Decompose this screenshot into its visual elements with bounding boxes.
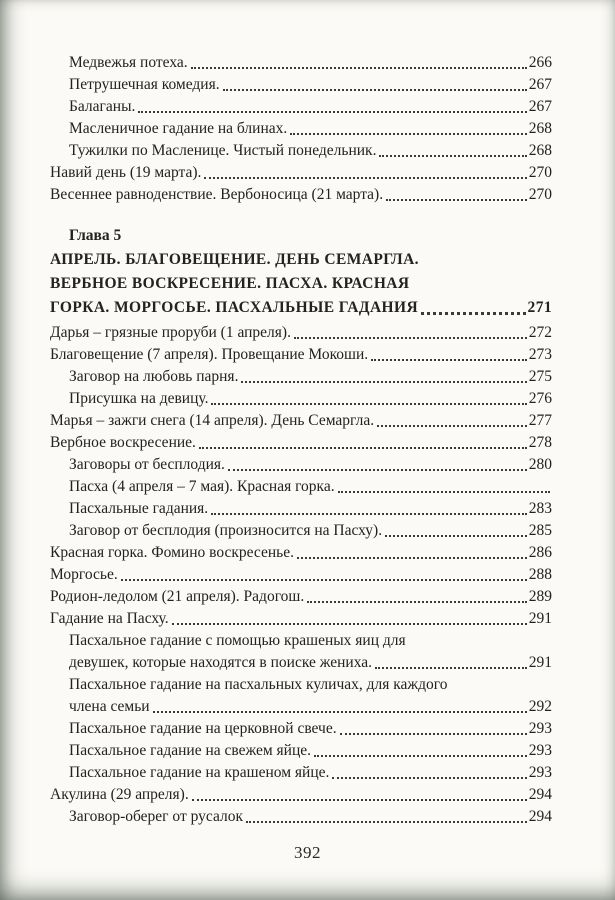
toc-line	[50, 410, 552, 432]
toc-page-ref: 266	[528, 54, 552, 71]
toc-entry-text: Красная горка. Фомино воскресенье.	[50, 544, 294, 561]
toc-page-ref: 268	[528, 120, 552, 137]
toc-entry	[69, 630, 552, 674]
toc-entry	[50, 322, 552, 344]
toc-entry-text: Весеннее равноденствие. Вербоносица (21 марта).	[50, 186, 384, 203]
toc-page-ref: 276	[528, 390, 552, 407]
leader-dots	[241, 381, 526, 383]
toc-page-ref: 292	[528, 698, 552, 715]
toc-line	[69, 476, 552, 498]
toc-line	[69, 652, 552, 674]
toc-page-ref: 267	[528, 76, 552, 93]
toc-page-ref: 291	[528, 610, 552, 627]
toc-page-ref: 275	[528, 368, 552, 385]
toc-page-ref: 286	[528, 544, 552, 561]
toc-entry-text: Благовещение (7 апреля). Провещание Мокоши.	[50, 346, 369, 363]
toc-entry-text: Пасхальное гадание на церковной свече.	[69, 720, 337, 737]
toc-entry-text: Марья – зажги снега (14 апреля). День Семаргла.	[50, 412, 375, 429]
toc-page-ref: 272	[528, 324, 552, 341]
toc-entry-text: Медвежья потеха.	[69, 54, 188, 71]
leader-dots	[375, 667, 527, 669]
toc-entry	[50, 564, 552, 586]
toc-page-ref: 288	[528, 566, 552, 583]
leader-dots	[192, 799, 527, 801]
toc-entry-text: Пасхальное гадание на пасхальных куличах, для каждого	[69, 676, 448, 693]
leader-dots	[121, 579, 527, 581]
toc-page-ref: 291	[528, 654, 552, 671]
toc-entry-text: ГОРКА. МОРГОСЬЕ. ПАСХАЛЬНЫЕ ГАДАНИЯ	[50, 299, 419, 316]
toc-entry	[69, 366, 552, 388]
toc-line	[69, 520, 552, 542]
toc-entry-text: Навий день (19 марта).	[50, 164, 202, 181]
toc-entry	[69, 674, 552, 718]
leader-dots	[379, 155, 526, 157]
toc-page-ref: 268	[528, 142, 552, 159]
chapter-title	[50, 248, 552, 320]
toc-entry-text: Акулина (29 апреля).	[50, 786, 189, 803]
toc-entry-text: Петрушечная комедия.	[69, 76, 220, 93]
toc-page-ref: 280	[528, 456, 552, 473]
table-of-contents	[50, 52, 552, 828]
toc-line	[50, 608, 552, 630]
toc-entry-text: Гадание на Пасху.	[50, 610, 169, 627]
toc-line	[69, 366, 552, 388]
toc-line	[69, 674, 552, 696]
toc-entry-text: Родион-ледолом (21 апреля). Радогош.	[50, 588, 305, 605]
toc-entry-text: Пасхальные гадания.	[69, 500, 209, 517]
leader-dots	[294, 337, 527, 339]
toc-section-top	[50, 52, 552, 206]
toc-entry	[69, 96, 552, 118]
toc-page-ref: 283	[528, 500, 552, 517]
toc-page-ref: 293	[528, 720, 552, 737]
toc-line	[50, 344, 552, 366]
toc-line	[50, 784, 552, 806]
toc-entry	[69, 520, 552, 542]
toc-entry-text: Моргосье.	[50, 566, 118, 583]
leader-dots	[385, 535, 527, 537]
toc-entry-text: Дарья – грязные проруби (1 апреля).	[50, 324, 291, 341]
toc-line	[69, 74, 552, 96]
toc-line	[50, 432, 552, 454]
chapter-heading	[50, 224, 552, 320]
toc-page-ref: 277	[528, 412, 552, 429]
leader-dots	[340, 733, 527, 735]
toc-line	[69, 630, 552, 652]
toc-page-ref: 273	[528, 346, 552, 363]
toc-entry	[69, 454, 552, 476]
toc-entry-text: Заговор от бесплодия (произносится на Пасху).	[69, 522, 383, 539]
toc-line	[69, 806, 552, 828]
toc-entry-text: Заговор на любовь парня.	[69, 368, 239, 385]
toc-entry	[50, 410, 552, 432]
toc-section-main	[50, 322, 552, 828]
leader-dots	[223, 89, 527, 91]
toc-line	[50, 322, 552, 344]
toc-entry	[69, 74, 552, 96]
toc-line	[50, 184, 552, 206]
toc-entry	[50, 542, 552, 564]
toc-line	[69, 740, 552, 762]
toc-entry-text: Масленичное гадание на блинах.	[69, 120, 288, 137]
leader-dots	[211, 403, 526, 405]
toc-line	[69, 388, 552, 410]
toc-entry	[50, 184, 552, 206]
toc-entry-text: Балаганы.	[69, 98, 136, 115]
toc-line	[50, 564, 552, 586]
leader-dots	[172, 623, 527, 625]
toc-page-ref: 289	[528, 588, 552, 605]
toc-page-ref: 271	[527, 299, 552, 316]
toc-entry	[69, 476, 552, 498]
leader-dots	[377, 425, 527, 427]
toc-page-ref: 270	[528, 164, 552, 181]
toc-entry	[50, 162, 552, 184]
toc-page-ref: 294	[528, 808, 552, 825]
leader-dots	[290, 133, 526, 135]
toc-entry-text: Вербное воскресение.	[50, 434, 196, 451]
toc-line	[50, 542, 552, 564]
toc-entry	[50, 586, 552, 608]
leader-dots	[138, 111, 526, 113]
toc-line	[69, 696, 552, 718]
toc-page-ref: 293	[528, 742, 552, 759]
toc-page-ref: 294	[528, 786, 552, 803]
toc-line	[69, 498, 552, 520]
toc-entry-text: Пасха (4 апреля – 7 мая). Красная горка.	[69, 478, 335, 495]
leader-dots	[228, 469, 527, 471]
toc-line	[69, 118, 552, 140]
toc-entry-text: АПРЕЛЬ. БЛАГОВЕЩЕНИЕ. ДЕНЬ СЕМАРГЛА.	[50, 251, 419, 268]
toc-entry	[69, 762, 552, 784]
toc-entry	[69, 498, 552, 520]
leader-dots	[371, 359, 527, 361]
leader-dots	[191, 67, 527, 69]
leader-dots	[297, 557, 527, 559]
toc-entry-text: Пасхальное гадание с помощью крашеных яиц для	[69, 632, 406, 649]
toc-entry	[69, 140, 552, 162]
toc-entry-text: Заговоры от бесплодия.	[69, 456, 225, 473]
toc-page-ref: 278	[528, 434, 552, 451]
leader-dots	[314, 755, 527, 757]
toc-entry	[69, 806, 552, 828]
leader-dots	[153, 711, 527, 713]
toc-entry-text: члена семьи	[69, 698, 150, 715]
toc-entry-text: Присушка на девицу.	[69, 390, 209, 407]
toc-page-ref: 270	[528, 186, 552, 203]
chapter-label: Глава 5	[69, 227, 122, 244]
toc-line	[69, 96, 552, 118]
toc-line	[69, 762, 552, 784]
leader-dots	[199, 447, 527, 449]
toc-entry-text: девушек, которые находятся в поиске жениха.	[69, 654, 373, 671]
toc-line	[69, 140, 552, 162]
toc-entry	[69, 52, 552, 74]
toc-entry	[69, 388, 552, 410]
leader-dots	[332, 777, 526, 779]
leader-dots	[246, 821, 527, 823]
toc-entry-text: Тужилки по Масленице. Чистый понедельник.	[69, 142, 377, 159]
toc-entry-text: Пасхальное гадание на свежем яйце.	[69, 742, 312, 759]
toc-line	[69, 454, 552, 476]
toc-line	[50, 586, 552, 608]
leader-dots	[338, 491, 550, 493]
toc-page-ref: 293	[528, 764, 552, 781]
toc-entry	[69, 718, 552, 740]
toc-line	[69, 52, 552, 74]
toc-entry-text: Заговор-оберег от русалок	[69, 808, 244, 825]
toc-entry-text: Пасхальное гадание на крашеном яйце.	[69, 764, 330, 781]
toc-line	[69, 718, 552, 740]
leader-dots	[421, 312, 525, 315]
toc-line	[50, 272, 552, 296]
toc-page-ref: 267	[528, 98, 552, 115]
toc-entry	[50, 344, 552, 366]
page-number-footer: 392	[294, 843, 321, 862]
toc-entry	[50, 608, 552, 630]
leader-dots	[386, 199, 527, 201]
leader-dots	[204, 177, 526, 179]
toc-line	[50, 248, 552, 272]
toc-line	[50, 296, 552, 320]
leader-dots	[307, 601, 527, 603]
toc-entry	[69, 740, 552, 762]
toc-line	[50, 162, 552, 184]
toc-entry	[50, 432, 552, 454]
toc-page-ref: 285	[528, 522, 552, 539]
leader-dots	[211, 513, 527, 515]
toc-entry	[69, 118, 552, 140]
toc-entry	[50, 784, 552, 806]
toc-entry-text: ВЕРБНОЕ ВОСКРЕСЕНИЕ. ПАСХА. КРАСНАЯ	[50, 275, 410, 292]
